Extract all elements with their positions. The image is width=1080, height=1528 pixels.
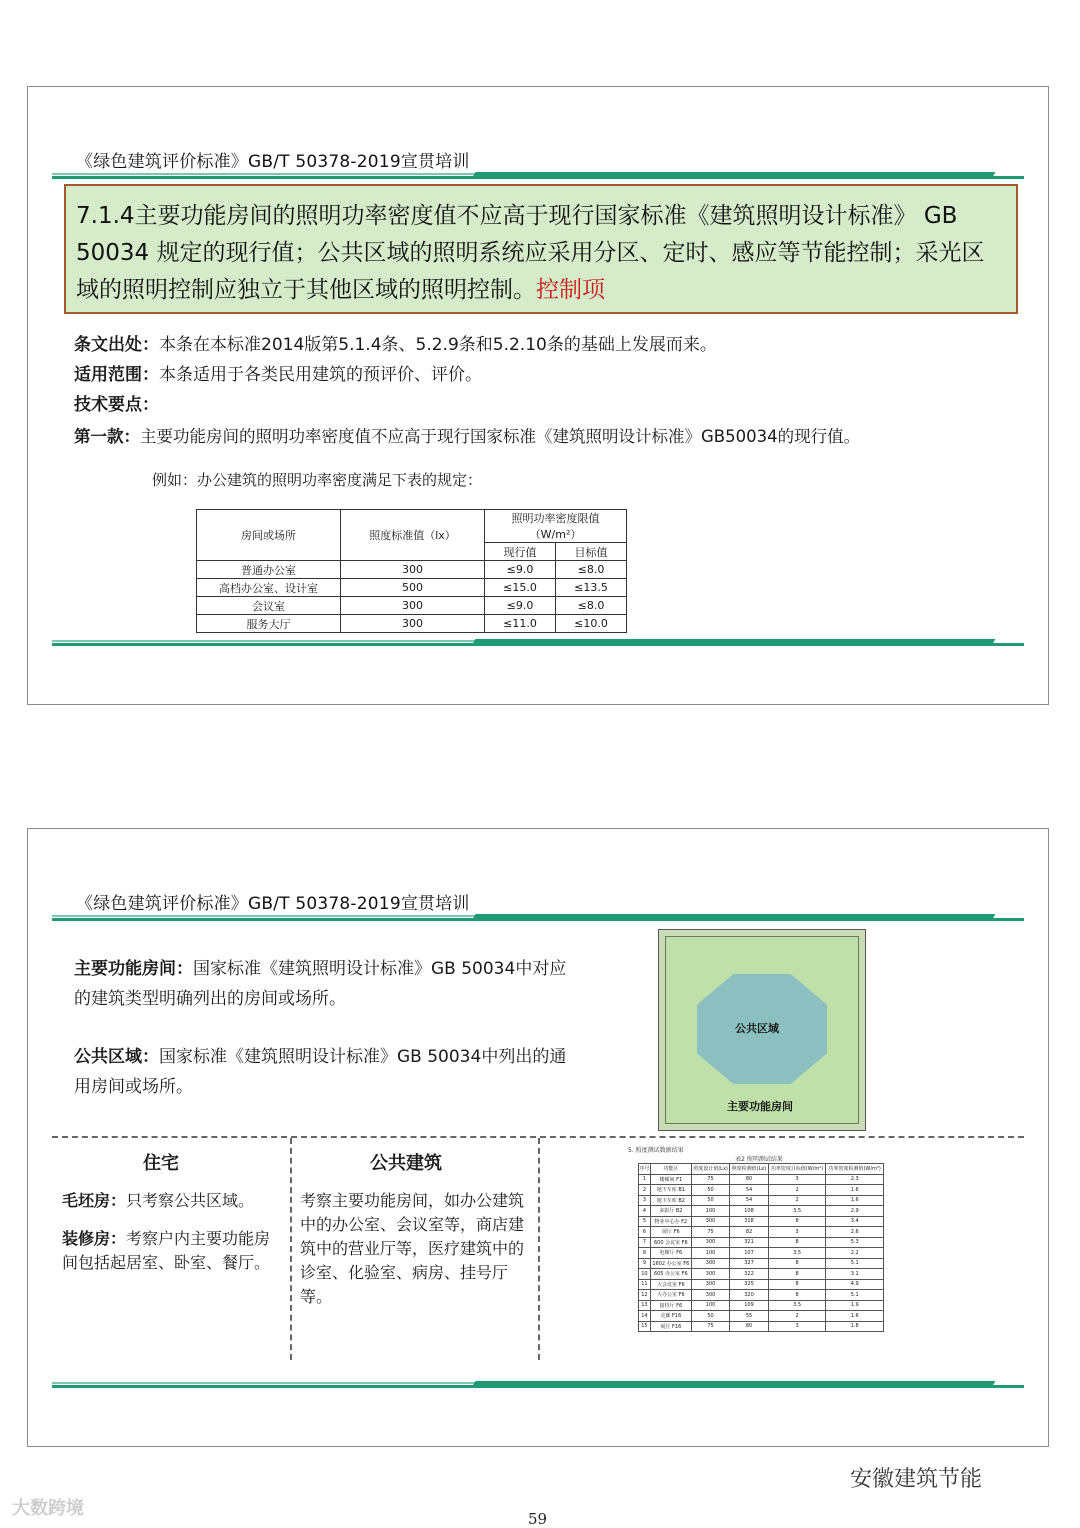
- cell: ≤10.0: [556, 615, 627, 633]
- mini-cell: 2.6: [826, 1227, 884, 1238]
- finished-house: [62, 1227, 284, 1275]
- rough-label: 毛坯房：: [62, 1191, 127, 1210]
- mini-cell: 107: [730, 1248, 768, 1259]
- mini-cell: 12: [639, 1290, 651, 1301]
- mini-cell: 322: [730, 1269, 768, 1280]
- mini-cell: 54: [730, 1185, 768, 1196]
- table-row: [639, 1174, 884, 1185]
- mini-cell: 大会议室 F6: [650, 1279, 691, 1290]
- mini-cell: 300: [691, 1279, 729, 1290]
- mini-cell: 8: [768, 1269, 826, 1280]
- public-area-def: [74, 1042, 574, 1102]
- mini-cell: 100: [691, 1206, 729, 1217]
- lighting-test-table: [628, 1145, 890, 1375]
- mini-cell: 1.6: [826, 1311, 884, 1322]
- mini-table-grid: [638, 1163, 884, 1332]
- clause-tag: 控制项: [536, 277, 605, 303]
- table-row: [639, 1227, 884, 1238]
- mini-cell: 109: [730, 1300, 768, 1311]
- main-room-def: [74, 954, 574, 1014]
- table-row: [639, 1248, 884, 1259]
- mini-cell: 300: [691, 1269, 729, 1280]
- mini-cell: 600 会议室 F6: [650, 1237, 691, 1248]
- tech-label: 技术要点：: [74, 395, 159, 415]
- mini-cell: 100: [691, 1300, 729, 1311]
- table-row: [639, 1300, 884, 1311]
- mini-cell: 8: [768, 1290, 826, 1301]
- cell: 高档办公室、设计室: [197, 579, 341, 597]
- th-lpd: 照明功率密度限值（W/m²）: [485, 510, 627, 543]
- mini-cell: 54: [730, 1195, 768, 1206]
- mini-cell: 1.6: [826, 1185, 884, 1196]
- th-target: 目标值: [556, 543, 627, 561]
- table-row: [639, 1321, 884, 1332]
- table-row: [197, 561, 627, 579]
- cell: ≤9.0: [485, 561, 556, 579]
- header-divider: [52, 914, 1024, 922]
- cell: 普通办公室: [197, 561, 341, 579]
- mini-cell: 80: [730, 1174, 768, 1185]
- mini-header-cell: 功率密度目标值(W/m²): [768, 1164, 826, 1175]
- table-row: [639, 1279, 884, 1290]
- clause-box: [64, 184, 1018, 314]
- mini-cell: 55: [730, 1311, 768, 1322]
- cell: 会议室: [197, 597, 341, 615]
- mini-cell: 7: [639, 1237, 651, 1248]
- mini-cell: 电梯厅 F6: [650, 1248, 691, 1259]
- mini-cell: 2: [768, 1195, 826, 1206]
- mini-cell: 2.3: [826, 1174, 884, 1185]
- tech-line: [74, 390, 159, 420]
- finished-text: 考察户内主要功能房间包括起居室、卧室、餐厅。: [62, 1229, 271, 1272]
- plan-main-label: 主要功能房间: [727, 1100, 793, 1113]
- mini-cell: 300: [691, 1290, 729, 1301]
- mini-cell: 50: [691, 1195, 729, 1206]
- mini-cell: 4: [639, 1206, 651, 1217]
- mini-cell: 108: [730, 1206, 768, 1217]
- mini-cell: 8: [768, 1279, 826, 1290]
- mini-cell: 5.1: [826, 1258, 884, 1269]
- table-row: [197, 597, 627, 615]
- mini-cell: 75: [691, 1227, 729, 1238]
- mini-cell: 展厅 F6: [650, 1227, 691, 1238]
- example-text: 例如：办公建筑的照明功率密度满足下表的规定：: [152, 471, 483, 489]
- mini-cell: 1602 办公室 F6: [650, 1258, 691, 1269]
- mini-cell: 82: [730, 1227, 768, 1238]
- th-lux: 照度标准值（lx）: [341, 510, 485, 561]
- mini-cell: 大办公室 F6: [650, 1290, 691, 1301]
- slide-header: 《绿色建筑评价标准》GB/T 50378-2019宣贯培训: [76, 152, 470, 172]
- mini-cell: 325: [730, 1279, 768, 1290]
- mini-cell: 3: [768, 1174, 826, 1185]
- mini-cell: 1: [639, 1174, 651, 1185]
- scope-label: 适用范围：: [74, 365, 159, 385]
- header-divider: [52, 172, 1024, 180]
- clause-text: 7.1.4主要功能房间的照明功率密度值不应高于现行国家标准《建筑照明设计标准》 GB 50034 规定的现行值；公共区域的照明系统应采用分区、定时、感应等节能控制；采光区域的照明控制应独立于其他区域的照明控制。: [76, 203, 985, 303]
- mini-cell: 300: [691, 1258, 729, 1269]
- first-label: 第一款：: [74, 427, 140, 446]
- mini-cell: 11: [639, 1279, 651, 1290]
- mini-caption: 表2 照明测试结果: [735, 1156, 783, 1163]
- main-label: 主要功能房间：: [74, 959, 193, 979]
- mini-cell: 3.1: [826, 1269, 884, 1280]
- cell: ≤15.0: [485, 579, 556, 597]
- mini-cell: 605 办公室 F6: [650, 1269, 691, 1280]
- cell: 500: [341, 579, 485, 597]
- mini-cell: 4.9: [826, 1279, 884, 1290]
- mini-header-cell: 功率密度检测值(W/m²): [826, 1164, 884, 1175]
- mini-cell: 321: [730, 1237, 768, 1248]
- dashed-col-divider: [538, 1138, 540, 1360]
- col-residential-text: [62, 1189, 284, 1275]
- floor-plan-image: [658, 929, 866, 1131]
- col-public-text: 考察主要功能房间，如办公建筑中的办公室、会议室等，商店建筑中的营业厅等，医疗建筑中的诊室、化验室、病房、挂号厅等。: [300, 1191, 525, 1306]
- first-text: 主要功能房间的照明功率密度值不应高于现行国家标准《建筑照明设计标准》GB50034的现行值。: [140, 427, 861, 446]
- mini-cell: 2: [768, 1311, 826, 1322]
- mini-cell: 300: [691, 1237, 729, 1248]
- mini-cell: 8: [768, 1216, 826, 1227]
- rough-house: [62, 1189, 284, 1213]
- cell: 300: [341, 561, 485, 579]
- mini-header-cell: 功能区: [650, 1164, 691, 1175]
- cell: 300: [341, 615, 485, 633]
- mini-cell: 8: [768, 1237, 826, 1248]
- account-watermark: 安徽建筑节能: [850, 1467, 983, 1492]
- cell: 300: [341, 597, 485, 615]
- mini-cell: 地下车库 B1: [650, 1185, 691, 1196]
- lpd-table: [196, 509, 627, 633]
- cell: ≤8.0: [556, 597, 627, 615]
- th-current: 现行值: [485, 543, 556, 561]
- mini-cell: 75: [691, 1321, 729, 1332]
- plan-public-label: 公共区域: [735, 1022, 779, 1035]
- mini-cell: 50: [691, 1311, 729, 1322]
- dashed-col-divider: [290, 1138, 292, 1360]
- th-room: 房间或场所: [197, 510, 341, 561]
- mini-header-cell: 照度设计值(Lx): [691, 1164, 729, 1175]
- mini-cell: 2.9: [826, 1206, 884, 1217]
- mini-cell: 5.3: [826, 1237, 884, 1248]
- mini-cell: 物业中心办 F2: [650, 1216, 691, 1227]
- mini-cell: 5: [639, 1216, 651, 1227]
- corner-watermark: 大数跨境: [12, 1498, 84, 1519]
- table-row: [639, 1290, 884, 1301]
- rough-text: 只考察公共区域。: [126, 1191, 255, 1210]
- mini-cell: 楼梯间 F1: [650, 1174, 691, 1185]
- mini-cell: 318: [730, 1216, 768, 1227]
- first-clause-line: [74, 422, 860, 452]
- mini-section: 5. 照度测试数据结果: [628, 1147, 684, 1154]
- mini-cell: 8: [639, 1248, 651, 1259]
- mini-cell: 地下车库 B2: [650, 1195, 691, 1206]
- table-row: [639, 1258, 884, 1269]
- mini-cell: 100: [691, 1248, 729, 1259]
- mini-cell: 1.6: [826, 1195, 884, 1206]
- mini-cell: 多影厅 B2: [650, 1206, 691, 1217]
- mini-cell: 走廊 F16: [650, 1311, 691, 1322]
- page-number: 59: [528, 1510, 548, 1528]
- scope-text: 本条适用于各类民用建筑的预评价、评价。: [159, 365, 482, 385]
- mini-cell: 8: [768, 1258, 826, 1269]
- mini-cell: 13: [639, 1300, 651, 1311]
- mini-cell: 3: [639, 1195, 651, 1206]
- mini-cell: 327: [730, 1258, 768, 1269]
- mini-cell: 2: [639, 1185, 651, 1196]
- cell: ≤8.0: [556, 561, 627, 579]
- table-row: [197, 615, 627, 633]
- mini-cell: 300: [691, 1216, 729, 1227]
- source-label: 条文出处：: [74, 335, 159, 355]
- finished-label: 装修房：: [62, 1229, 127, 1248]
- table-row: [197, 579, 627, 597]
- mini-cell: 展厅 F16: [650, 1321, 691, 1332]
- main-text: 国家标准《建筑照明设计标准》GB 50034中对应的建筑类型明确列出的房间或场所。: [74, 959, 567, 1009]
- mini-cell: 3.5: [768, 1248, 826, 1259]
- mini-cell: 10: [639, 1269, 651, 1280]
- mini-cell: 50: [691, 1185, 729, 1196]
- mini-cell: 5.1: [826, 1290, 884, 1301]
- col-public-title: 公共建筑: [370, 1153, 442, 1174]
- mini-header-cell: 序号: [639, 1164, 651, 1175]
- mini-cell: 接待厅 F6: [650, 1300, 691, 1311]
- cell: ≤13.5: [556, 579, 627, 597]
- mini-header-cell: 照度检测值(Lx): [730, 1164, 768, 1175]
- mini-cell: 320: [730, 1290, 768, 1301]
- table-row: [639, 1206, 884, 1217]
- col-residential-title: 住宅: [143, 1153, 179, 1174]
- cell: ≤11.0: [485, 615, 556, 633]
- table-row: [639, 1216, 884, 1227]
- mini-cell: 2: [768, 1185, 826, 1196]
- mini-cell: 1.8: [826, 1321, 884, 1332]
- cell: ≤9.0: [485, 597, 556, 615]
- footer-divider: [52, 639, 1024, 647]
- mini-cell: 15: [639, 1321, 651, 1332]
- footer-divider: [52, 1381, 1024, 1389]
- public-label: 公共区域：: [74, 1047, 159, 1067]
- slide-header: 《绿色建筑评价标准》GB/T 50378-2019宣贯培训: [76, 894, 470, 914]
- slide-1: [27, 86, 1049, 705]
- table-row: [639, 1185, 884, 1196]
- mini-cell: 80: [730, 1321, 768, 1332]
- table-row: [639, 1195, 884, 1206]
- table-row: [639, 1269, 884, 1280]
- mini-cell: 14: [639, 1311, 651, 1322]
- slide-2: [27, 828, 1049, 1447]
- mini-cell: 3.4: [826, 1216, 884, 1227]
- source-text: 本条在本标准2014版第5.1.4条、5.2.9条和5.2.10条的基础上发展而来。: [159, 335, 717, 355]
- mini-cell: 3: [768, 1227, 826, 1238]
- table-row: [639, 1237, 884, 1248]
- mini-cell: 75: [691, 1174, 729, 1185]
- mini-cell: 3: [768, 1321, 826, 1332]
- table-row: [639, 1311, 884, 1322]
- mini-cell: 9: [639, 1258, 651, 1269]
- mini-cell: 2.2: [826, 1248, 884, 1259]
- mini-cell: 3.5: [768, 1206, 826, 1217]
- cell: 服务大厅: [197, 615, 341, 633]
- mini-cell: 3.5: [768, 1300, 826, 1311]
- scope-line: [74, 360, 482, 390]
- mini-cell: 1.9: [826, 1300, 884, 1311]
- mini-cell: 6: [639, 1227, 651, 1238]
- public-text: 国家标准《建筑照明设计标准》GB 50034中列出的通用房间或场所。: [74, 1047, 567, 1097]
- source-line: [74, 330, 717, 360]
